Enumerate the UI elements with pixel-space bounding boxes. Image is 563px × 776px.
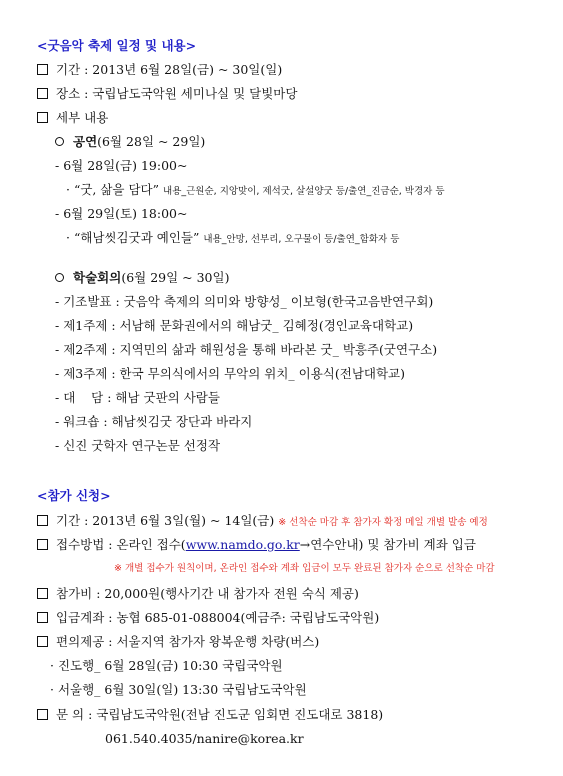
registration-heading: <참가 신청> [37, 488, 111, 503]
conference-item: - 대 담 : 해남 굿판의 사람들 [55, 390, 220, 405]
performance-day2-info: 내용_안망, 선부리, 오구물이 등/출연_함화자 등 [203, 234, 400, 245]
circle-bullet-icon [55, 273, 64, 282]
festival-venue: 장소 : 국립남도국악원 세미나실 및 달빛마당 [37, 86, 297, 102]
registration-method: 접수방법 : 온라인 접수(www.namdo.go.kr→연수안내) 및 참가비 계좌 입금 [37, 537, 476, 553]
festival-details-label: 세부 내용 [37, 110, 108, 126]
festival-heading: <굿음악 축제 일정 및 내용> [37, 38, 197, 53]
checkbox-icon [37, 539, 48, 550]
festival-period: 기간 : 2013년 6월 28일(금) ~ 30일(일) [37, 62, 282, 78]
registration-fee: 참가비 : 20,000원(행사기간 내 참가자 전원 숙식 제공) [37, 586, 359, 602]
shuttle-to-jindo: · 진도행_ 6월 28일(금) 10:30 국립국악원 [50, 658, 283, 673]
performance-day1: · “굿, 삶을 담다” 내용_근원순, 지앙맞이, 제석굿, 살설양굿 등/출연_진금순, 박경자 등 [66, 182, 445, 197]
circle-bullet-icon [55, 137, 64, 146]
performance-title: 공연(6월 28일 ~ 29일) [55, 134, 205, 150]
registration-inquiry: 문 의 : 국립남도국악원(전남 진도군 임회면 진도대로 3818) [37, 707, 383, 723]
registration-method-note: ※ 개별 접수가 원칙이며, 온라인 접수와 계좌 입금이 모두 완료된 참가자 순으로 선착순 마감 [114, 563, 495, 574]
checkbox-icon [37, 636, 48, 647]
performance-day2-date: - 6월 29일(토) 18:00~ [55, 206, 188, 221]
checkbox-icon [37, 515, 48, 526]
registration-period-note: ※ 선착순 마감 후 참가자 확정 메일 개별 발송 예정 [278, 517, 488, 528]
contact-info[interactable]: 061.540.4035/nanire@korea.kr [105, 731, 304, 746]
shuttle-to-seoul: · 서울행_ 6월 30일(일) 13:30 국립남도국악원 [50, 682, 307, 697]
conference-item: - 기조발표 : 굿음악 축제의 의미와 방향성_ 이보형(한국고음반연구회) [55, 294, 434, 309]
performance-day1-info: 내용_근원순, 지앙맞이, 제석굿, 살설양굿 등/출연_진금순, 박경자 등 [163, 186, 445, 197]
registration-shuttle: 편의제공 : 서울지역 참가자 왕복운행 차량(버스) [37, 634, 319, 650]
checkbox-icon [37, 588, 48, 599]
registration-period: 기간 : 2013년 6월 3일(월) ~ 14일(금) ※ 선착순 마감 후 참가자 확정 메일 개별 발송 예정 [37, 513, 488, 531]
conference-item: - 신진 굿학자 연구논문 선정작 [55, 438, 221, 453]
checkbox-icon [37, 612, 48, 623]
registration-account: 입금계좌 : 농협 685-01-088004(예금주: 국립남도국악원) [37, 610, 379, 626]
conference-item: - 제2주제 : 지역민의 삶과 해원성을 통해 바라본 굿_ 박흥주(굿연구소) [55, 342, 438, 357]
performance-day1-date: - 6월 28일(금) 19:00~ [55, 158, 188, 173]
namdo-website-link[interactable]: www.namdo.go.kr [185, 537, 300, 552]
checkbox-icon [37, 88, 48, 99]
checkbox-icon [37, 112, 48, 123]
checkbox-icon [37, 709, 48, 720]
conference-item: - 제3주제 : 한국 무의식에서의 무악의 위치_ 이용식(전남대학교) [55, 366, 406, 381]
conference-title: 학술회의(6월 29일 ~ 30일) [55, 270, 229, 286]
checkbox-icon [37, 64, 48, 75]
performance-day2: · “해남씻김굿과 예인들” 내용_안망, 선부리, 오구물이 등/출연_함화자 등 [66, 230, 400, 245]
conference-item: - 워크숍 : 해남씻김굿 장단과 바라지 [55, 414, 253, 429]
conference-item: - 제1주제 : 서남해 문화권에서의 해남굿_ 김혜정(경인교육대학교) [55, 318, 414, 333]
